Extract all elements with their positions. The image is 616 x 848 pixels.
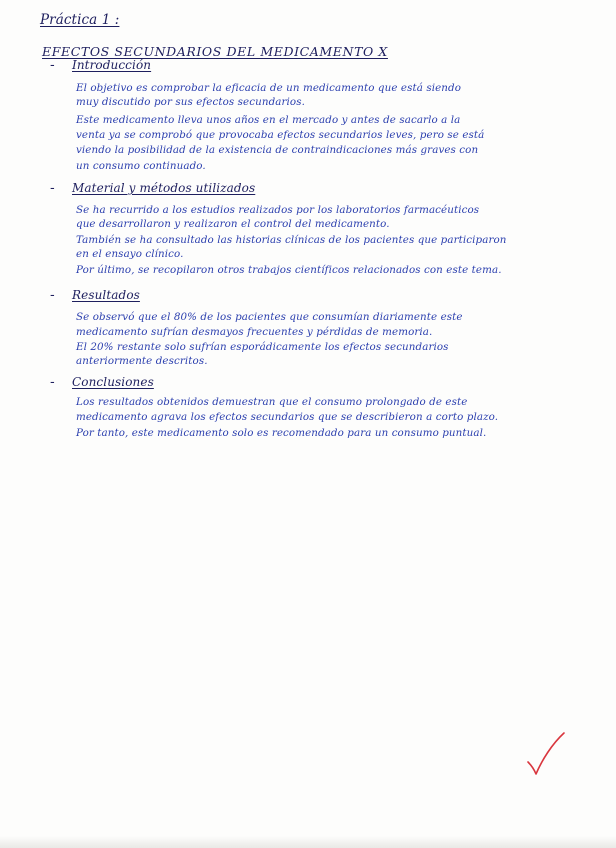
text-line: Se ha recurrido a los estudios realizados por los laboratorios farmacéuticos	[76, 204, 480, 216]
text-line: También se ha consultado las historias clínicas de los pacientes que participaron	[76, 234, 507, 246]
section-bullet: -	[50, 58, 55, 73]
section-heading-material-metodos: Material y métodos utilizados	[72, 181, 256, 195]
text-line: viendo la posibilidad de la existencia de contraindicaciones más graves con	[76, 144, 479, 156]
text-line: El 20% restante solo sufrían esporádicamente los efectos secundarios	[76, 341, 449, 353]
text-line: Se observó que el 80% de los pacientes que consumían diariamente este	[76, 311, 463, 323]
text-line: Este medicamento lleva unos años en el mercado y antes de sacarlo a la	[76, 114, 461, 126]
text-line: un consumo continuado.	[76, 160, 206, 172]
text-line: venta ya se comprobó que provocaba efectos secundarios leves, pero se está	[76, 129, 485, 141]
text-line: Por tanto, este medicamento solo es recomendado para un consumo puntual.	[76, 427, 487, 439]
section-heading-conclusiones: Conclusiones	[72, 375, 154, 389]
section-bullet: -	[50, 288, 55, 303]
text-line: en el ensayo clínico.	[76, 248, 184, 260]
text-line: anteriormente descritos.	[76, 355, 208, 367]
text-line: Los resultados obtenidos demuestran que el consumo prolongado de este	[76, 396, 468, 408]
text-line: muy discutido por sus efectos secundarios.	[76, 96, 305, 108]
page-bottom-edge	[0, 836, 616, 848]
page-header: Práctica 1 :	[40, 12, 120, 28]
section-bullet: -	[50, 375, 55, 390]
text-line: medicamento sufrían desmayos frecuentes y pérdidas de memoria.	[76, 326, 433, 338]
text-line: El objetivo es comprobar la eficacia de un medicamento que está siendo	[76, 82, 462, 94]
section-bullet: -	[50, 181, 55, 196]
section-heading-resultados: Resultados	[72, 288, 140, 302]
checkmark-icon	[520, 730, 570, 780]
document-title: EFECTOS SECUNDARIOS DEL MEDICAMENTO X	[42, 44, 388, 59]
section-heading-introduccion: Introducción	[72, 58, 152, 72]
text-line: medicamento agrava los efectos secundarios que se describieron a corto plazo.	[76, 411, 499, 423]
text-line: que desarrollaron y realizaron el control del medicamento.	[76, 218, 390, 230]
text-line: Por último, se recopilaron otros trabajos científicos relacionados con este tema.	[76, 264, 502, 276]
